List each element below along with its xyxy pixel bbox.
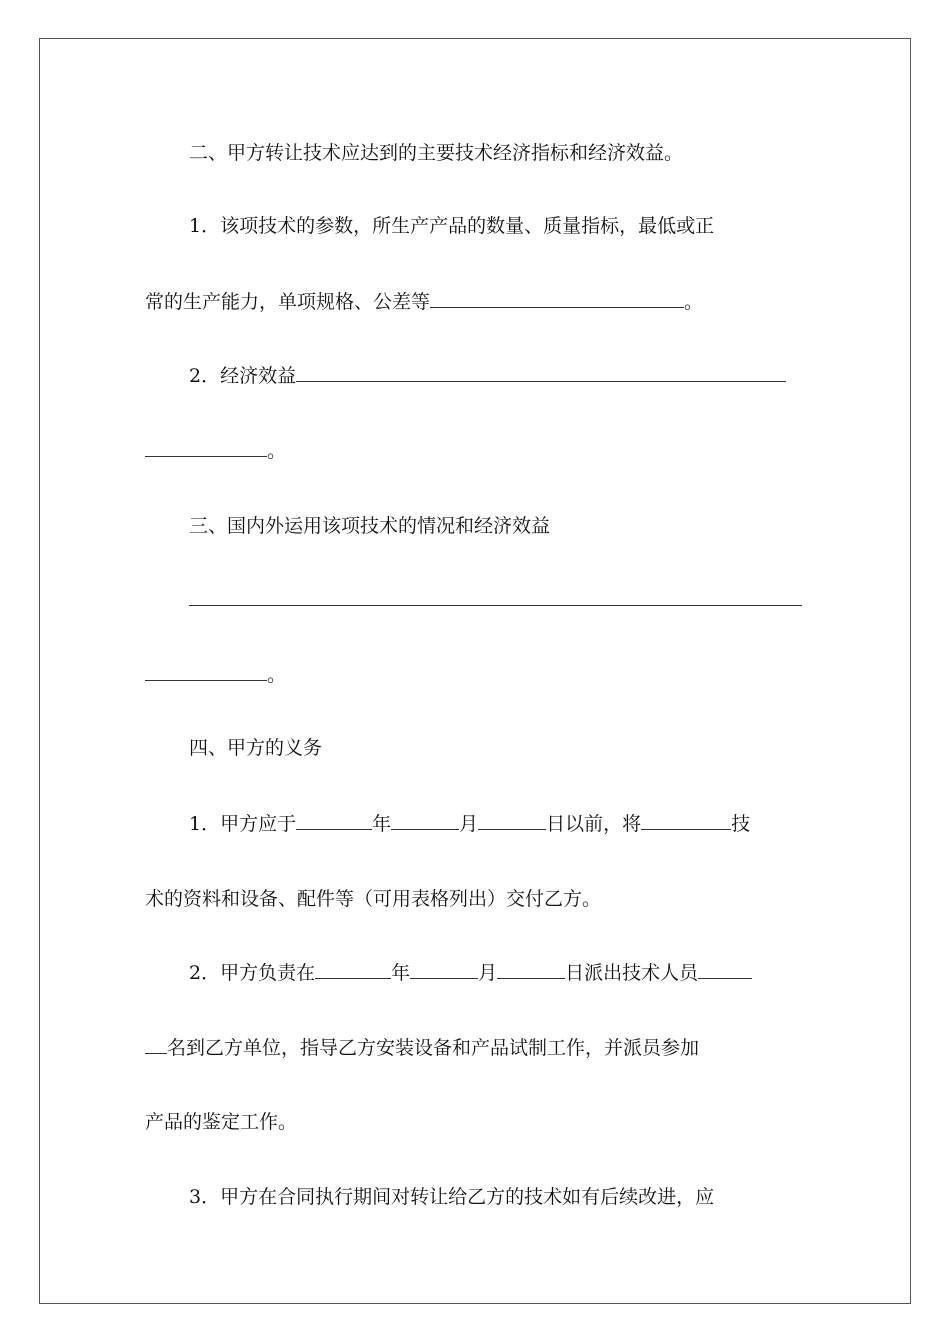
year-label: 年 (391, 962, 411, 984)
section4-item2-line3 (145, 1108, 805, 1136)
section2-heading (145, 139, 849, 167)
section3-line1 (145, 586, 849, 614)
section3-heading (145, 512, 849, 540)
item1-line2-text: 术的资料和设备、配件等（可用表格列出）交付乙方。 (145, 888, 602, 910)
section2-item2-line2 (145, 437, 805, 465)
section2-item1-line1 (145, 212, 849, 240)
year-label: 年 (372, 813, 392, 835)
day-label: 日以前，将 (546, 813, 642, 835)
section3-heading-text: 三、国内外运用该项技术的情况和经济效益 (189, 515, 551, 537)
section4-item1-line1 (145, 810, 849, 838)
item1-tail: 技 (731, 813, 751, 835)
economic-benefit-blank-cont[interactable] (145, 438, 267, 457)
period: 。 (267, 440, 287, 462)
month-label: 月 (459, 813, 479, 835)
item2-prefix: 2．甲方负责在 (189, 962, 316, 984)
day-blank[interactable] (478, 811, 546, 830)
section4-item3-line1 (145, 1183, 849, 1211)
economic-benefit-label: 2．经济效益 (189, 365, 297, 387)
staff-count-blank-cont[interactable] (145, 1035, 167, 1054)
item2-line3-text: 产品的鉴定工作。 (145, 1111, 298, 1133)
staff-count-blank[interactable] (698, 960, 752, 979)
item2-line2-text: 名到乙方单位，指导乙方安装设备和产品试制工作，并派员参加 (167, 1037, 700, 1059)
day-blank[interactable] (497, 960, 565, 979)
domestic-foreign-blank-cont[interactable] (145, 662, 267, 681)
month-label: 月 (478, 962, 498, 984)
section2-item1-line2-text: 常的生产能力，单项规格、公差等 (145, 291, 431, 313)
section2-item2-line1 (145, 362, 849, 390)
tech-name-blank[interactable] (641, 811, 731, 830)
section4-heading (145, 734, 849, 762)
section4-item2-line1 (145, 959, 849, 987)
month-blank[interactable] (410, 960, 478, 979)
item3-text: 3．甲方在合同执行期间对转让给乙方的技术如有后续改进，应 (189, 1186, 715, 1208)
section4-heading-text: 四、甲方的义务 (189, 737, 323, 759)
economic-benefit-blank[interactable] (296, 363, 786, 382)
section2-item1-line2 (145, 288, 805, 316)
domestic-foreign-blank[interactable] (189, 587, 802, 606)
year-blank[interactable] (296, 811, 372, 830)
day-label: 日派出技术人员 (565, 962, 699, 984)
section2-item1-text: 1．该项技术的参数，所生产产品的数量、质量指标，最低或正 (189, 215, 715, 237)
item1-prefix: 1．甲方应于 (189, 813, 297, 835)
tolerance-blank[interactable] (430, 289, 684, 308)
year-blank[interactable] (315, 960, 391, 979)
section3-line2 (145, 661, 805, 689)
period: 。 (684, 291, 704, 313)
period: 。 (267, 664, 287, 686)
month-blank[interactable] (391, 811, 459, 830)
section4-item2-line2 (145, 1034, 805, 1062)
section2-heading-text: 二、甲方转让技术应达到的主要技术经济指标和经济效益。 (189, 142, 684, 164)
section4-item1-line2 (145, 885, 805, 913)
